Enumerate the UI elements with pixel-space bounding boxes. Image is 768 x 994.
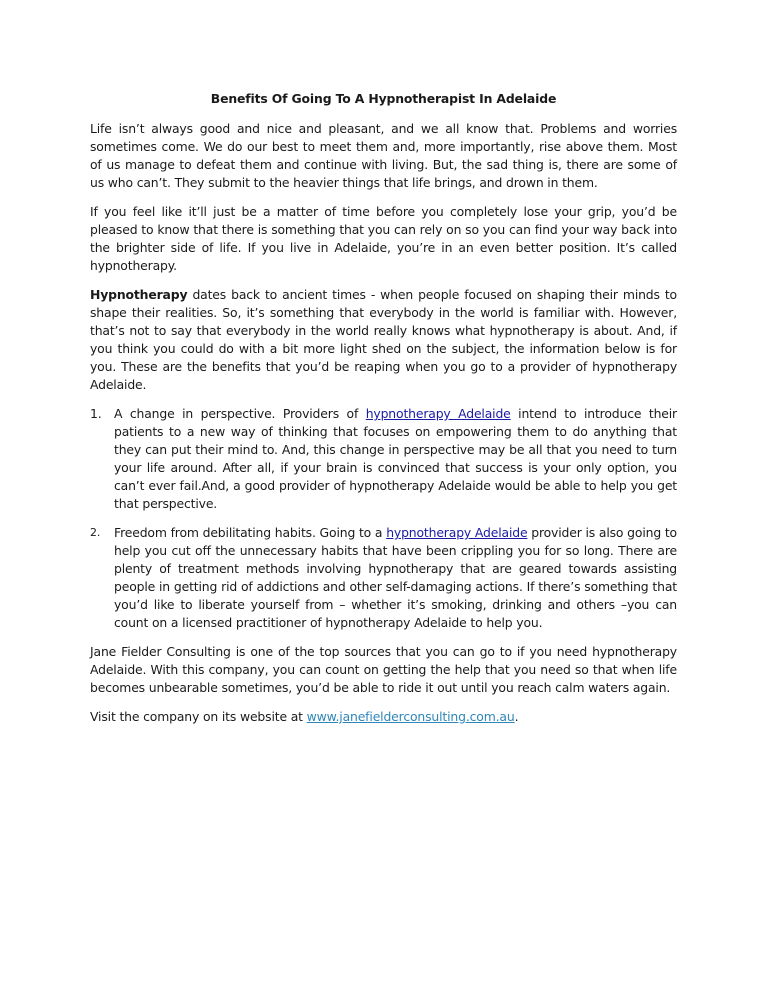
paragraph-website xyxy=(90,708,677,726)
paragraph-hypnotherapy-history xyxy=(90,286,677,394)
paragraph-intro: Life isn’t always good and nice and pleasant, and we all know that. Problems and worries sometimes come. We do our best to meet them and, more importantly, rise above them. Most of us manage to defeat them and continue with living. But, the sad thing is, there are some of us who can’t. They submit to the heavier things that life brings, and drown in them. xyxy=(90,121,677,190)
paragraph-hope: If you feel like it’ll just be a matter of time before you completely lose your grip, you’d be pleased to know that there is something that you can rely on so you can find your way back into the brighter side of life. If you live in Adelaide, you’re in an even better position. It’s called hypnotherapy. xyxy=(90,204,677,273)
list-item xyxy=(90,524,677,632)
list-item-text-before: A change in perspective. Providers of xyxy=(114,406,366,421)
list-item-text-before: Freedom from debilitating habits. Going to a xyxy=(114,525,387,540)
list-item-text-after: intend to introduce their patients to a new way of thinking that focuses on empowering them to do anything that they can put their mind to. And, this change in perspective may be all that you need to turn your life around. After all, if your brain is convinced that success is your only option, you can’t ever fail.And, a good provider of hypnotherapy Adelaide would be able to help you get that perspective. xyxy=(114,406,677,511)
list-item-text-after: provider is also going to help you cut off the unnecessary habits that have been crippling you for so long. There are plenty of treatment methods involving hypnotherapy that are geared towards assisting people in getting rid of addictions and other self-damaging actions. If there’s something that you’d like to liberate yourself from – whether it’s smoking, drinking and others –you can count on a licensed practitioner of hypnotherapy Adelaide to help you. xyxy=(114,525,677,630)
hypnotherapy-adelaide-link[interactable]: hypnotherapy Adelaide xyxy=(365,406,511,421)
hypnotherapy-adelaide-link[interactable]: hypnotherapy Adelaide xyxy=(386,525,528,540)
benefits-list xyxy=(90,405,677,632)
list-number: 2. xyxy=(90,526,101,539)
document-title: Benefits Of Going To A Hypnotherapist In Adelaide xyxy=(210,91,557,106)
paragraph-history-text: dates back to ancient times - when people focused on shaping their minds to shape their realities. So, it’s something that everybody in the world is familiar with. However, that’s not to say that everybody in the world really knows what hypnotherapy is about. And, if you think you could do with a bit more light shed on the subject, the information below is for you. These are the benefits that you’d be reaping when you go to a provider of hypnotherapy Adelaide. xyxy=(90,287,677,392)
list-number: 1. xyxy=(90,406,102,421)
website-text-after: . xyxy=(514,709,519,724)
list-item xyxy=(90,405,677,513)
document-page xyxy=(90,90,677,737)
website-text-before: Visit the company on its website at xyxy=(90,709,307,724)
hypnotherapy-bold-term: Hypnotherapy xyxy=(90,287,188,302)
company-website-link[interactable]: www.janefielderconsulting.com.au xyxy=(306,709,515,724)
paragraph-company: Jane Fielder Consulting is one of the top sources that you can go to if you need hypnotherapy Adelaide. With this company, you can count on getting the help that you need so that when life becomes unbearable sometimes, you’d be able to ride it out until you reach calm waters again. xyxy=(90,644,677,695)
